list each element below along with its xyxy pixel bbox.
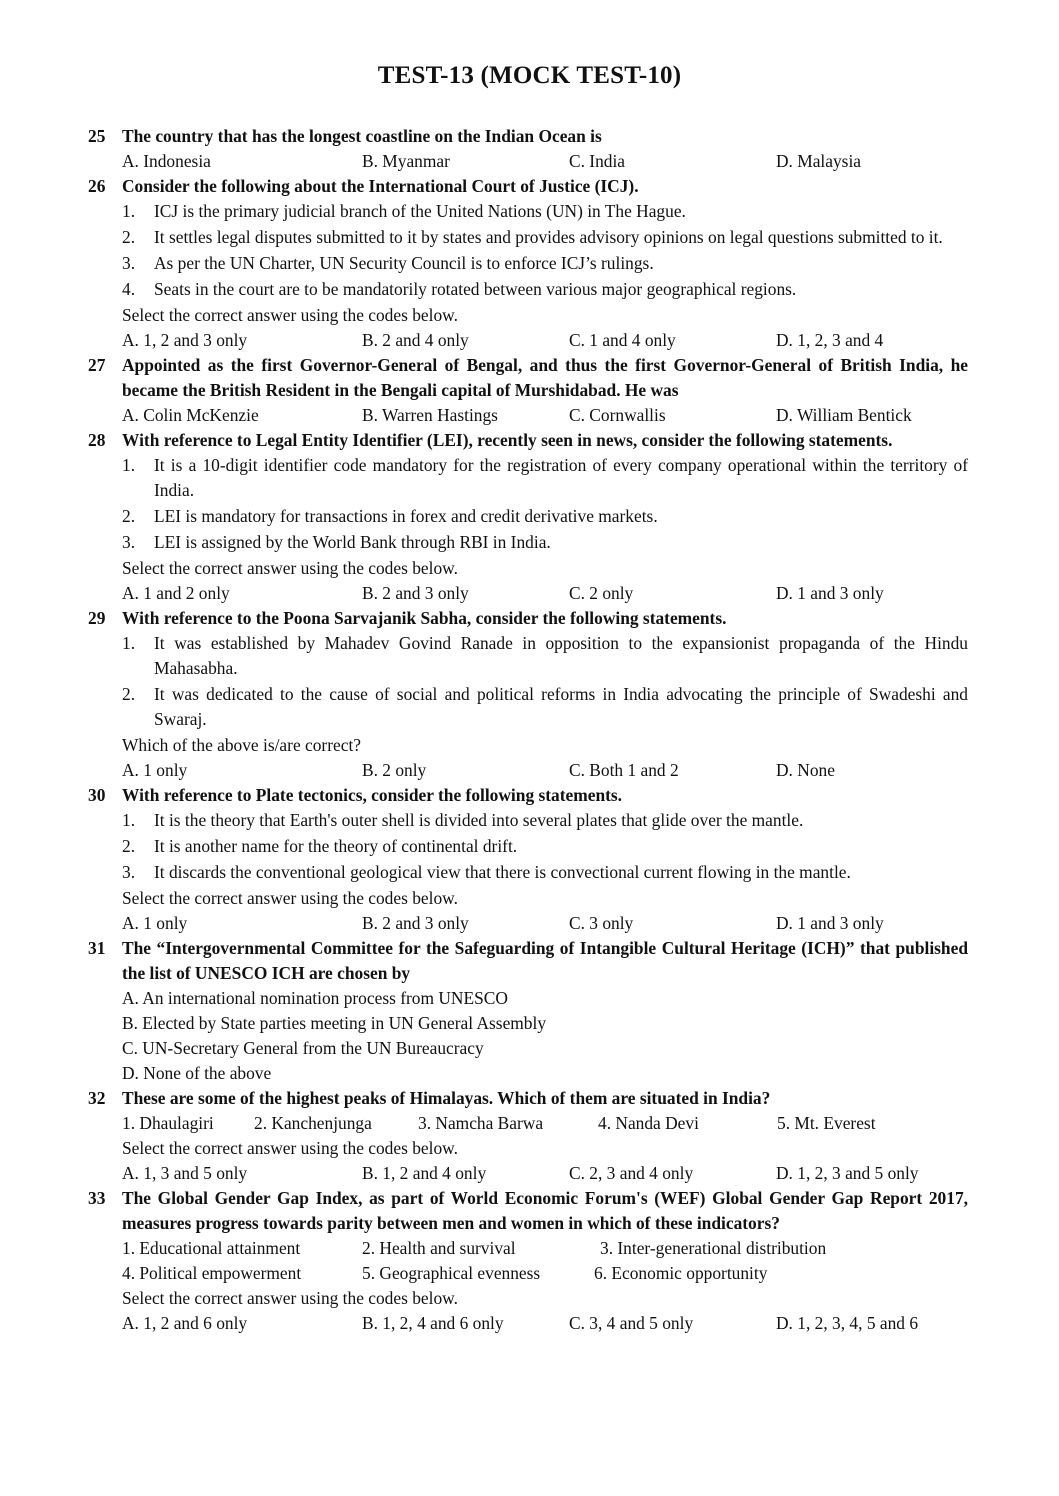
answer-options xyxy=(122,581,968,606)
question-25 xyxy=(88,124,968,174)
question-28 xyxy=(88,428,968,606)
option-a: A. 1 only xyxy=(122,913,188,933)
list-item: 1. Dhaulagiri xyxy=(122,1113,214,1133)
statement-list xyxy=(122,199,968,302)
statement-item xyxy=(122,251,968,276)
answer-prompt: Select the correct answer using the codes below. xyxy=(122,1138,458,1158)
option-b: B. Elected by State parties meeting in UN General Assembly xyxy=(122,1013,547,1033)
statement-number: 2. xyxy=(122,684,136,704)
statement-list xyxy=(122,453,968,555)
question-30 xyxy=(88,783,968,936)
statement-number: 1. xyxy=(122,201,136,221)
question-text: With reference to Legal Entity Identifier (LEI), recently seen in news, consider the following statements. xyxy=(122,430,893,450)
option-d: D. 1, 2, 3 and 5 only xyxy=(776,1163,919,1183)
question-text: With reference to Plate tectonics, consider the following statements. xyxy=(122,785,623,805)
option-a: A. Indonesia xyxy=(122,151,211,171)
option-d: D. None of the above xyxy=(122,1063,272,1083)
option-c: C. 3 only xyxy=(569,913,634,933)
option-c: C. Cornwallis xyxy=(569,405,666,425)
question-number: 28 xyxy=(88,430,106,450)
question-text: The Global Gender Gap Index, as part of World Economic Forum's (WEF) Global Gender Gap Report 2017, measures progress towards parity between men and women in which of these indicators? xyxy=(122,1188,968,1233)
statement-text: ICJ is the primary judicial branch of the United Nations (UN) in The Hague. xyxy=(154,201,686,221)
option-a: A. 1, 2 and 3 only xyxy=(122,330,248,350)
question-text: With reference to the Poona Sarvajanik Sabha, consider the following statements. xyxy=(122,608,727,628)
option-a: A. 1 and 2 only xyxy=(122,583,230,603)
answer-options xyxy=(122,149,968,174)
statement-text: It discards the conventional geological view that there is convectional current flowing in the mantle. xyxy=(154,862,851,882)
question-number: 26 xyxy=(88,176,106,196)
answer-options xyxy=(122,403,968,428)
option-d: D. None xyxy=(776,760,835,780)
statement-number: 4. xyxy=(122,279,136,299)
question-32 xyxy=(88,1086,968,1186)
question-number: 29 xyxy=(88,608,106,628)
option-d: D. 1, 2, 3, 4, 5 and 6 xyxy=(776,1313,919,1333)
statement-item xyxy=(122,530,968,555)
statement-text: It is another name for the theory of continental drift. xyxy=(154,836,518,856)
option-b: B. 1, 2 and 4 only xyxy=(362,1163,487,1183)
statement-item xyxy=(122,631,968,681)
statement-text: Seats in the court are to be mandatorily rotated between various major geographical regions. xyxy=(154,279,797,299)
list-item: 4. Political empowerment xyxy=(122,1263,302,1283)
statement-text: LEI is mandatory for transactions in forex and credit derivative markets. xyxy=(154,506,658,526)
answer-options xyxy=(122,1311,968,1336)
statement-number: 1. xyxy=(122,455,136,475)
list-item: 6. Economic opportunity xyxy=(594,1263,768,1283)
answer-options xyxy=(122,911,968,936)
option-c: C. India xyxy=(569,151,626,171)
option-c: C. 1 and 4 only xyxy=(569,330,676,350)
statement-item xyxy=(122,808,968,833)
statement-text: It is the theory that Earth's outer shell is divided into several plates that glide over the mantle. xyxy=(154,810,804,830)
option-b: B. Myanmar xyxy=(362,151,450,171)
statement-text: It is a 10-digit identifier code mandatory for the registration of every company operational within the territory of India. xyxy=(154,455,968,500)
answer-prompt: Select the correct answer using the codes below. xyxy=(122,305,458,325)
option-d: D. 1 and 3 only xyxy=(776,913,884,933)
question-27 xyxy=(88,353,968,428)
answer-prompt: Select the correct answer using the codes below. xyxy=(122,888,458,908)
questions-list xyxy=(88,124,968,1336)
statement-number: 3. xyxy=(122,253,136,273)
option-a: A. Colin McKenzie xyxy=(122,405,259,425)
statement-number: 3. xyxy=(122,862,136,882)
list-item: 3. Inter-generational distribution xyxy=(600,1238,827,1258)
question-number: 33 xyxy=(88,1188,106,1208)
option-d: D. William Bentick xyxy=(776,405,912,425)
indicator-list-row-1 xyxy=(122,1236,968,1261)
option-a: A. 1, 3 and 5 only xyxy=(122,1163,248,1183)
question-text: The “Intergovernmental Committee for the Safeguarding of Intangible Cultural Heritage (ICH)” that published the list of UNESCO ICH are chosen by xyxy=(122,938,968,983)
indicator-list-row-2 xyxy=(122,1261,968,1286)
list-item: 1. Educational attainment xyxy=(122,1238,301,1258)
question-number: 32 xyxy=(88,1088,106,1108)
list-item: 5. Mt. Everest xyxy=(777,1113,876,1133)
answer-options xyxy=(122,1161,968,1186)
statement-item xyxy=(122,682,968,732)
question-text: Consider the following about the International Court of Justice (ICJ). xyxy=(122,176,639,196)
option-b: B. 2 and 4 only xyxy=(362,330,469,350)
statement-text: LEI is assigned by the World Bank through RBI in India. xyxy=(154,532,551,552)
statement-number: 1. xyxy=(122,633,136,653)
statement-number: 1. xyxy=(122,810,136,830)
statement-item xyxy=(122,860,968,885)
statement-item xyxy=(122,225,968,250)
question-31 xyxy=(88,936,968,1086)
question-number: 30 xyxy=(88,785,106,805)
statement-text: It was established by Mahadev Govind Ranade in opposition to the expansionist propaganda of the Hindu Mahasabha. xyxy=(154,633,968,678)
statement-list xyxy=(122,631,968,732)
answer-prompt: Which of the above is/are correct? xyxy=(122,735,361,755)
question-33 xyxy=(88,1186,968,1336)
answer-prompt: Select the correct answer using the codes below. xyxy=(122,558,458,578)
statement-item xyxy=(122,504,968,529)
question-number: 27 xyxy=(88,355,106,375)
statement-item xyxy=(122,834,968,859)
answer-options xyxy=(122,758,968,783)
option-d: D. 1 and 3 only xyxy=(776,583,884,603)
statement-number: 2. xyxy=(122,227,136,247)
question-text: These are some of the highest peaks of Himalayas. Which of them are situated in India? xyxy=(122,1088,771,1108)
statement-number: 3. xyxy=(122,532,136,552)
statement-item xyxy=(122,453,968,503)
option-a: A. 1, 2 and 6 only xyxy=(122,1313,248,1333)
option-b: B. 2 only xyxy=(362,760,427,780)
question-text: Appointed as the first Governor-General of Bengal, and thus the first Governor-General of British India, he became the British Resident in the Bengali capital of Murshidabad. He was xyxy=(122,355,968,400)
list-item: 2. Kanchenjunga xyxy=(254,1113,372,1133)
question-text: The country that has the longest coastline on the Indian Ocean is xyxy=(122,126,602,146)
option-c: C. UN-Secretary General from the UN Bureaucracy xyxy=(122,1038,484,1058)
answer-prompt: Select the correct answer using the codes below. xyxy=(122,1288,458,1308)
list-item: 2. Health and survival xyxy=(362,1238,516,1258)
list-item: 5. Geographical evenness xyxy=(362,1263,541,1283)
option-d: D. 1, 2, 3 and 4 xyxy=(776,330,884,350)
statement-number: 2. xyxy=(122,506,136,526)
option-a: A. 1 only xyxy=(122,760,188,780)
answer-options xyxy=(122,328,968,353)
option-c: C. Both 1 and 2 xyxy=(569,760,679,780)
statement-item xyxy=(122,199,968,224)
option-b: B. Warren Hastings xyxy=(362,405,498,425)
peak-list xyxy=(122,1111,968,1136)
question-number: 25 xyxy=(88,126,106,146)
option-a: A. An international nomination process from UNESCO xyxy=(122,988,508,1008)
page-title: TEST-13 (MOCK TEST-10) xyxy=(377,62,682,89)
option-b: B. 1, 2, 4 and 6 only xyxy=(362,1313,504,1333)
statement-number: 2. xyxy=(122,836,136,856)
option-b: B. 2 and 3 only xyxy=(362,913,469,933)
statement-text: It settles legal disputes submitted to it by states and provides advisory opinions on legal questions submitted to it. xyxy=(154,227,943,247)
question-26 xyxy=(88,174,968,353)
statement-list xyxy=(122,808,968,885)
question-29 xyxy=(88,606,968,783)
option-b: B. 2 and 3 only xyxy=(362,583,469,603)
statement-text: It was dedicated to the cause of social and political reforms in India advocating the principle of Swadeshi and Swaraj. xyxy=(154,684,968,729)
question-number: 31 xyxy=(88,938,106,958)
list-item: 4. Nanda Devi xyxy=(598,1113,699,1133)
statement-item xyxy=(122,277,968,302)
statement-text: As per the UN Charter, UN Security Council is to enforce ICJ’s rulings. xyxy=(154,253,654,273)
list-item: 3. Namcha Barwa xyxy=(418,1113,544,1133)
option-d: D. Malaysia xyxy=(776,151,862,171)
option-c: C. 3, 4 and 5 only xyxy=(569,1313,694,1333)
option-c: C. 2 only xyxy=(569,583,634,603)
option-c: C. 2, 3 and 4 only xyxy=(569,1163,694,1183)
